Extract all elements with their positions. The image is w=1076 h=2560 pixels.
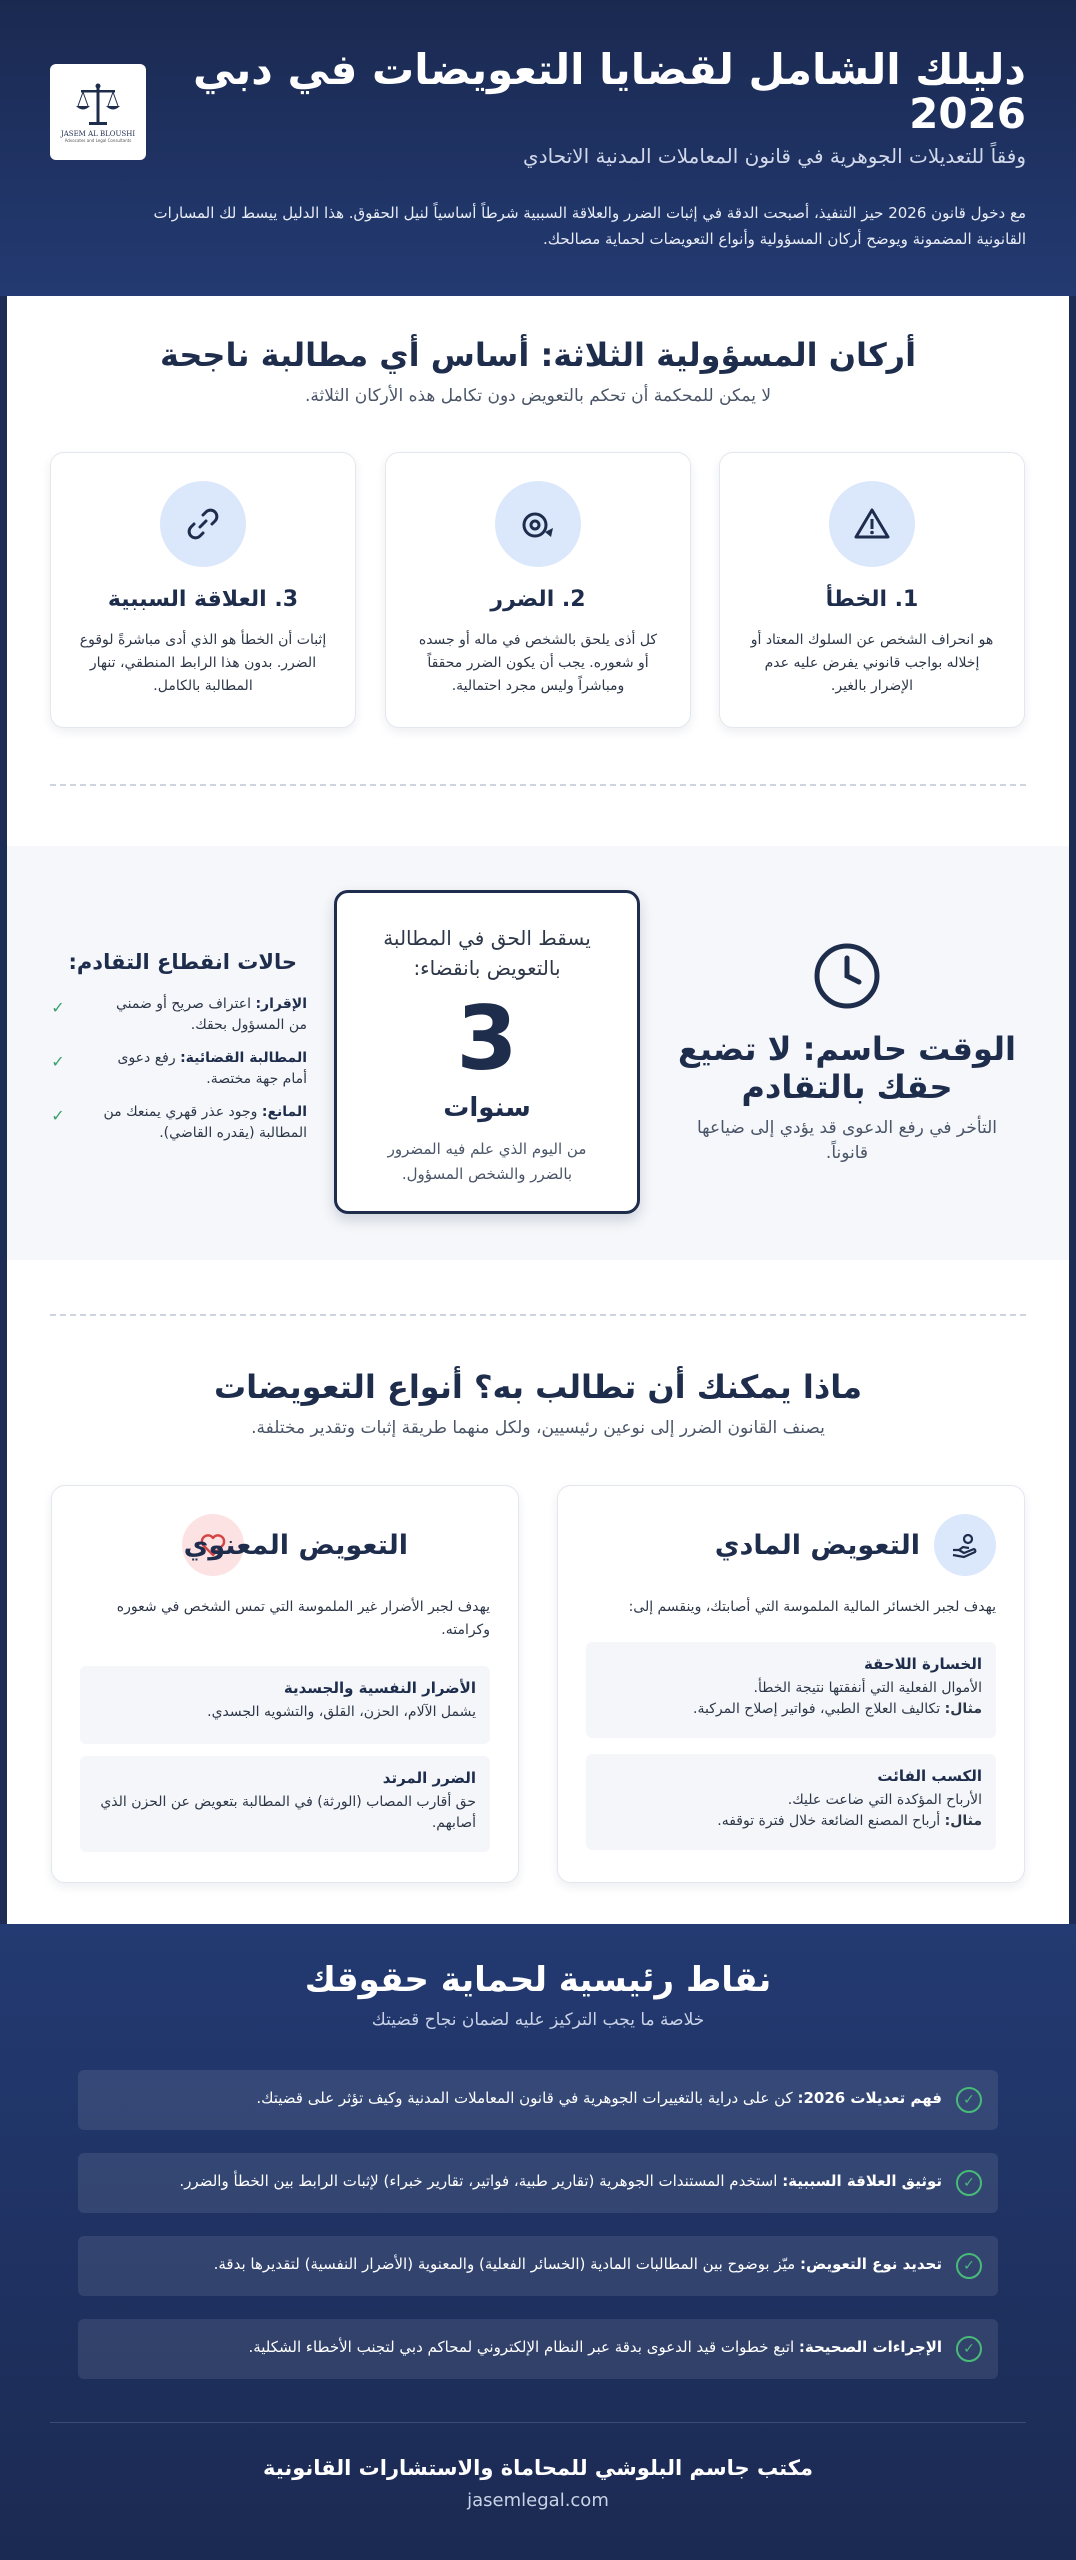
footer-divider — [50, 2422, 1026, 2423]
pillar-card-damage — [385, 452, 691, 728]
key-points-section — [0, 1924, 1076, 2560]
footer-website-link[interactable]: jasemlegal.com — [467, 2490, 609, 2511]
page-subtitle: وفقاً للتعديلات الجوهرية في قانون المعاملات المدنية الاتحادي — [523, 144, 1026, 168]
period-intro: يسقط الحق في المطالبة بالتعويض بانقضاء: — [383, 926, 591, 980]
case-label: المطالبة القضائية: — [180, 1050, 307, 1066]
logo-text: JASEM AL BLOUSHI — [60, 129, 136, 138]
sub-card-text: الأموال الفعلية التي أنفقتها نتيجة الخطأ. — [753, 1680, 982, 1696]
types-subtitle: يصنف القانون الضرر إلى نوعين رئيسيين، ولكل منهما طريقة إثبات وتقدير مختلفة. — [251, 1418, 825, 1438]
key-points-subtitle: خلاصة ما يجب التركيز عليه لضمان نجاح قضيتك — [371, 2010, 705, 2030]
period-number: 3 — [456, 987, 518, 1090]
example-label: مثال: — [944, 1701, 982, 1717]
interruption-case — [47, 994, 307, 1044]
point-text: كن على دراية بالتغييرات الجوهرية في قانون المعاملات المدنية وكيف تؤثر على قضيتك. — [256, 2089, 793, 2107]
moral-title: التعويض المعنوي — [183, 1530, 408, 1561]
interruption-case — [47, 1048, 307, 1098]
moral-compensation-card — [51, 1485, 519, 1883]
sub-card-text: الأرباح المؤكدة التي ضاعت عليك. — [787, 1792, 982, 1808]
point-label: تحديد نوع التعويض: — [800, 2255, 942, 2273]
case-label: المانع: — [261, 1104, 307, 1120]
pillar-text: هو انحراف الشخص عن السلوك المعتاد أو إخلاله بواجب قانوني يفرض عليه عدم الإضرار بالغير. — [750, 632, 994, 694]
footer-firm-name: مكتب جاسم البلوشي للمحاماة والاستشارات القانونية — [263, 2456, 813, 2480]
pillar-card-causation — [50, 452, 356, 728]
pillar-title: 2. الضرر — [490, 587, 586, 612]
limitation-title: الوقت حاسم: لا تضيع حقك بالتقادم — [677, 1030, 1017, 1106]
sub-card-text: يشمل الآلام، الحزن، القلق، والتشويه الجسدي. — [207, 1704, 476, 1720]
pillar-text: كل أذى يلحق بالشخص في ماله أو جسده أو شعوره. يجب أن يكون الضرر محققاً ومباشراً وليس مجرد احتمالية. — [418, 632, 658, 694]
case-text: رفع دعوى أمام جهة مختصة. — [117, 1050, 307, 1087]
check-icon: ✓ — [51, 998, 65, 1017]
interruption-cases-title: حالات انقطاع التقادم: — [68, 950, 297, 974]
case-text: وجود عذر قهري يمنعك من المطالبة (يقدره القاضي). — [103, 1104, 307, 1141]
divider — [50, 784, 1026, 786]
damage-icon — [518, 504, 558, 544]
point-text: اتبع خطوات قيد الدعوى بدقة عبر النظام الإلكتروني لمحاكم دبي لتجنب الأخطاء الشكلية. — [248, 2338, 795, 2356]
check-icon: ✓ — [51, 1106, 65, 1125]
logo-subtext: Advocates and Legal Consultants — [64, 137, 132, 143]
sub-card-psychological — [80, 1666, 490, 1744]
limitation-subtitle: التأخر في رفع الدعوى قد يؤدي إلى ضياعها قانوناً. — [696, 1118, 998, 1163]
sub-card-title: الضرر المرتد — [382, 1769, 476, 1787]
material-title: التعويض المادي — [714, 1530, 920, 1561]
moral-description: يهدف لجبر الأضرار غير الملموسة التي تمس الشخص في شعوره وكرامته. — [116, 1599, 490, 1638]
check-circle-icon: ✓ — [956, 2253, 982, 2279]
interruption-case — [47, 1102, 307, 1152]
sub-card-reflected-damage — [80, 1756, 490, 1852]
link-icon — [183, 504, 223, 544]
check-circle-icon: ✓ — [956, 2087, 982, 2113]
pillar-icon-circle — [495, 481, 581, 567]
example-text: تكاليف العلاج الطبي، فواتير إصلاح المركبة. — [693, 1701, 941, 1717]
sub-card-title: الأضرار النفسية والجسدية — [283, 1679, 476, 1697]
check-circle-icon: ✓ — [956, 2336, 982, 2362]
sub-card-title: الكسب الفائت — [877, 1767, 982, 1785]
types-title: ماذا يمكنك أن تطالب به؟ أنواع التعويضات — [213, 1368, 863, 1406]
point-text: ميّز بوضوح بين المطالبات المادية (الخسائر الفعلية) والمعنوية (الأضرار النفسية) لتقديرها بدقة. — [213, 2255, 796, 2273]
divider — [50, 1314, 1026, 1316]
check-icon: ✓ — [51, 1052, 65, 1071]
pillar-icon-circle — [829, 481, 915, 567]
hand-coin-icon — [950, 1530, 980, 1560]
clock-icon — [812, 941, 882, 1011]
example-text: أرباح المصنع الضائعة خلال فترة توقفه. — [717, 1813, 941, 1829]
key-point-item — [78, 2070, 998, 2130]
check-circle-icon: ✓ — [956, 2170, 982, 2196]
period-note: من اليوم الذي علم فيه المضرور بالضرر والشخص المسؤول. — [387, 1140, 587, 1183]
example-label: مثال: — [944, 1813, 982, 1829]
icon-circle — [934, 1514, 996, 1576]
sub-card-text: حق أقارب المصاب (الورثة) في المطالبة بتعويض عن الحزن الذي أصابهم. — [100, 1794, 476, 1831]
logo — [50, 64, 146, 160]
sub-card-consequential-loss — [586, 1642, 996, 1738]
pillar-title: 1. الخطأ — [825, 587, 919, 612]
point-label: توثيق العلاقة السببية: — [782, 2172, 942, 2190]
pillars-subtitle: لا يمكن للمحكمة أن تحكم بالتعويض دون تكامل هذه الأركان الثلاثة. — [304, 386, 772, 406]
point-text: استخدم المستندات الجوهرية (تقارير طبية، فواتير، تقارير خبراء) لإثبات الرابط بين الخطأ والضرر. — [179, 2172, 778, 2190]
case-text: اعتراف صريح أو ضمني من المسؤول بحقك. — [115, 996, 307, 1033]
period-unit: سنوات — [443, 1093, 531, 1123]
point-label: فهم تعديلات 2026: — [797, 2089, 942, 2107]
sub-card-title: الخسارة اللاحقة — [863, 1655, 982, 1673]
warning-icon — [852, 504, 892, 544]
point-label: الإجراءات الصحيحة: — [798, 2338, 942, 2356]
header — [0, 0, 1076, 296]
scales-of-justice-icon — [73, 82, 123, 128]
key-points-title: نقاط رئيسية لحماية حقوقك — [304, 1960, 772, 2000]
key-point-item — [78, 2153, 998, 2213]
main-content — [7, 296, 1069, 1924]
material-description: يهدف لجبر الخسائر المالية الملموسة التي أصابتك، وينقسم إلى: — [628, 1599, 996, 1615]
material-compensation-card — [557, 1485, 1025, 1883]
pillar-text: إثبات أن الخطأ هو الذي أدى مباشرةً لوقوع الضرر. بدون هذا الرابط المنطقي، تنهار المطالبة بالكامل. — [79, 632, 327, 694]
key-point-item — [78, 2236, 998, 2296]
limitation-section — [7, 846, 1069, 1260]
pillars-title: أركان المسؤولية الثلاثة: أساس أي مطالبة ناجحة — [159, 336, 917, 374]
case-label: الإقرار: — [255, 996, 307, 1012]
sub-card-lost-profit — [586, 1754, 996, 1850]
pillar-title: 3. العلاقة السببية — [107, 587, 299, 612]
page-title: دليلك الشامل لقضايا التعويضات في دبي 2026 — [193, 45, 1026, 138]
limitation-period-box — [334, 890, 640, 1214]
intro-description: مع دخول قانون 2026 حيز التنفيذ، أصبحت الدقة في إثبات الضرر والعلاقة السببية شرطاً أساسياً لنيل الحقوق. هذا الدليل ييسط لك المسارات القانونية المضمونة ويوضح أركان المسؤولية وأنواع التعويضات لحماية مصالحك. — [153, 204, 1026, 248]
key-point-item — [78, 2319, 998, 2379]
pillar-card-fault — [719, 452, 1025, 728]
pillar-icon-circle — [160, 481, 246, 567]
